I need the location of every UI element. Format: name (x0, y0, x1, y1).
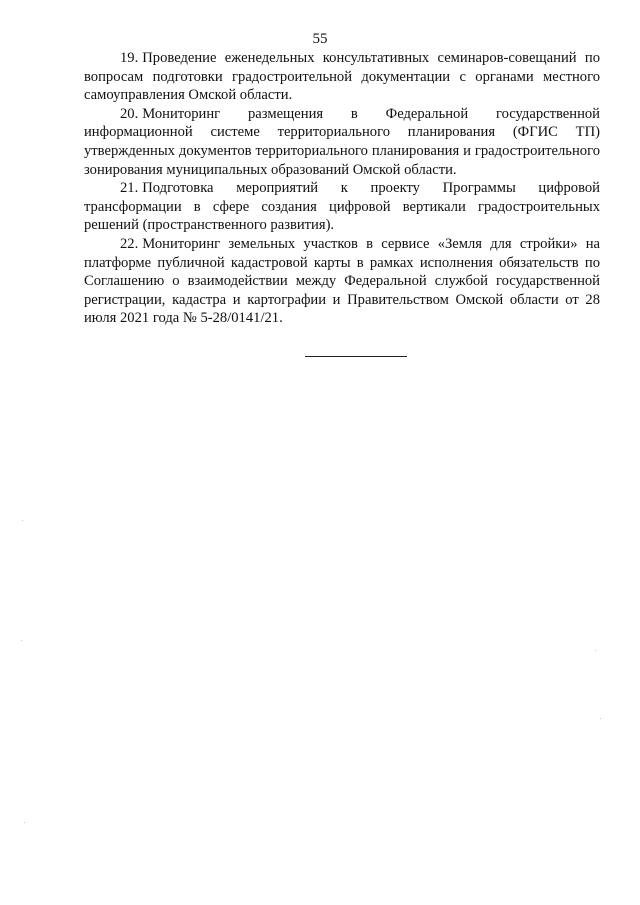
item-number: 22. (120, 235, 139, 252)
item-number: 20. (120, 105, 139, 122)
item-number: 21. (120, 180, 139, 197)
scan-speck (22, 520, 23, 521)
page-number: 55 (312, 31, 328, 47)
scan-speck (595, 650, 596, 651)
list-item-21 (84, 179, 600, 235)
scan-speck (24, 822, 25, 823)
item-text: Мониторинг размещения в Федеральной государственной информационной системе территориального планирования (ФГИС ТП) утвержденных документов территориального планирования и градостроительного зонирования муниципальных образований Омской области. (84, 105, 600, 178)
scan-speck (21, 640, 22, 641)
list-item-19 (84, 49, 600, 105)
item-text: Проведение еженедельных консультативных семинаров-совещаний по вопросам подготовки градостроительной документации с органами местного самоуправления Омской области. (84, 50, 600, 104)
item-number: 19. (120, 50, 139, 66)
list-item-22 (84, 235, 600, 328)
item-text: Мониторинг земельных участков в сервисе «Земля для стройки» на платформе публичной кадастровой карты в рамках исполнения обязательств по Соглашению о взаимодействии между Федеральной службой государственной регистрации, кадастра и картографии и Правительством Омской области от 28 июля 2021 года № 5-28/0141/21. (84, 235, 600, 327)
document-body (84, 49, 600, 328)
list-item-20 (84, 105, 600, 179)
item-text: Подготовка мероприятий к проекту Программы цифровой трансформации в сфере создания цифровой вертикали градостроительных решений (пространственного развития). (84, 180, 600, 234)
scan-speck (600, 718, 601, 719)
closing-separator-line (305, 356, 407, 357)
